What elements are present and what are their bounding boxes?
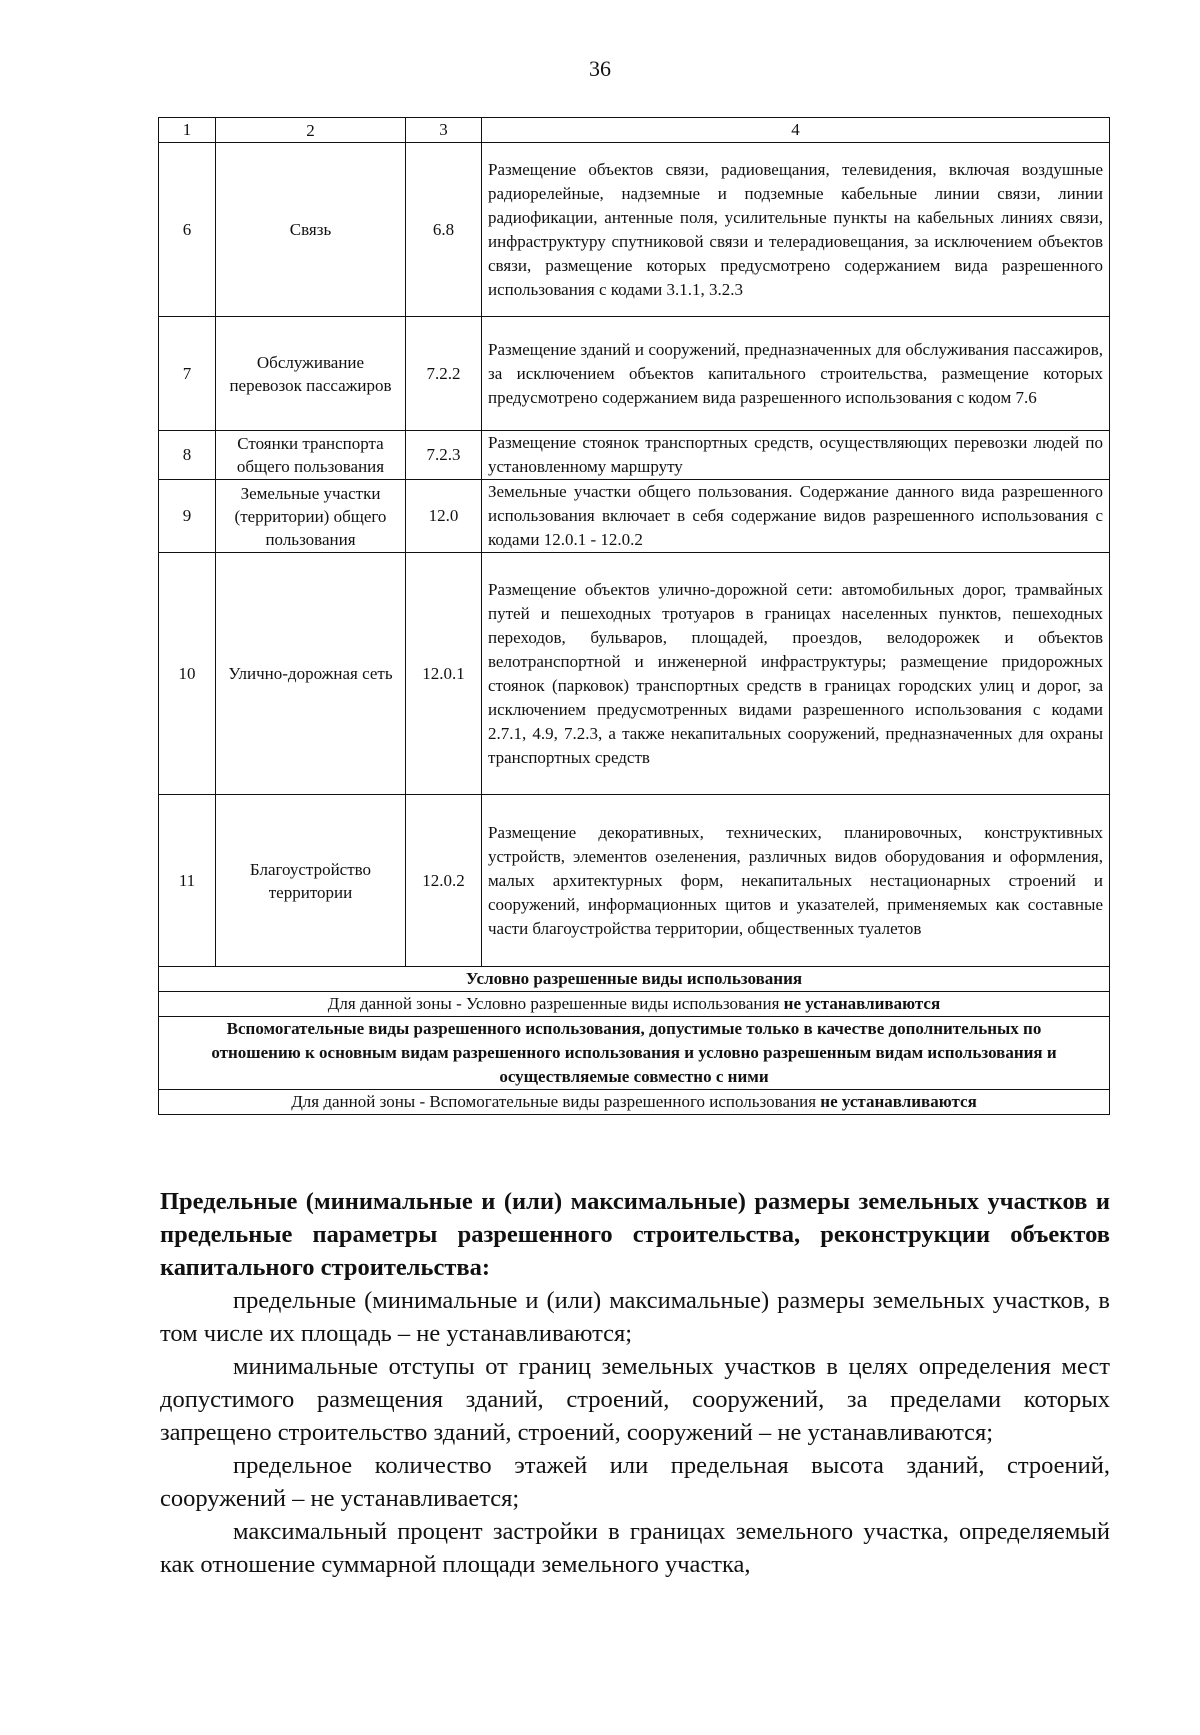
table-row	[159, 553, 1110, 795]
conditional-note-prefix: Для данной зоны - Условно разрешенные виды использования	[327, 994, 784, 1013]
use-type-code: 7.2.3	[406, 431, 482, 480]
row-number: 11	[159, 795, 216, 967]
use-type-description: Размещение стоянок транспортных средств, осуществляющих перевозки людей по установленному маршруту	[482, 431, 1110, 480]
table-row	[159, 431, 1110, 480]
conditional-uses-note	[159, 992, 1110, 1017]
use-type-code: 12.0.2	[406, 795, 482, 967]
row-number: 9	[159, 480, 216, 553]
table-row	[159, 795, 1110, 967]
auxiliary-note-prefix: Для данной зоны - Вспомогательные виды разрешенного использования	[291, 1092, 821, 1111]
row-number: 7	[159, 317, 216, 431]
use-type-code: 12.0	[406, 480, 482, 553]
header-col-1: 1	[159, 118, 216, 143]
use-type-description: Размещение объектов связи, радиовещания, телевидения, включая воздушные радиорелейные, надземные и подземные кабельные линии связи, линии радиофикации, антенные поля, усилительные пункты на кабельных линиях связи, инфраструктуру спутниковой связи и телерадиовещания, за исключением объектов связи, размещение которых предусмотрено содержанием вида разрешенного использования с кодами 3.1.1, 3.2.3	[482, 143, 1110, 317]
land-use-table	[158, 117, 1110, 1115]
paragraph: предельные (минимальные и (или) максимальные) размеры земельных участков, в том числе их площадь – не устанавливаются;	[160, 1287, 1110, 1347]
conditional-note-status: не устанавливаются	[783, 994, 941, 1013]
use-type-name: Благоустройство территории	[216, 795, 406, 967]
auxiliary-uses-title: Вспомогательные виды разрешенного использования, допустимые только в качестве дополнительных по отношению к основным видам разрешенного использования и условно разрешенным видам использования и осуществляемые совместно с ними	[159, 1017, 1110, 1090]
conditional-uses-title: Условно разрешенные виды использования	[159, 967, 1110, 992]
use-type-code: 6.8	[406, 143, 482, 317]
conditional-uses-title-row	[159, 967, 1110, 992]
use-type-code: 12.0.1	[406, 553, 482, 795]
use-type-description: Земельные участки общего пользования. Содержание данного вида разрешенного использования включает в себя содержание видов разрешенного использования с кодами 12.0.1 - 12.0.2	[482, 480, 1110, 553]
header-col-4: 4	[482, 118, 1110, 143]
auxiliary-uses-note-row	[159, 1090, 1110, 1115]
use-type-description: Размещение зданий и сооружений, предназначенных для обслуживания пассажиров, за исключением объектов капитального строительства, размещение которых предусмотрено содержанием вида разрешенного использования с кодом 7.6	[482, 317, 1110, 431]
paragraph: максимальный процент застройки в границах земельного участка, определяемый как отношение суммарной площади земельного участка,	[160, 1518, 1110, 1578]
paragraph: предельное количество этажей или предельная высота зданий, строений, сооружений – не устанавливается;	[160, 1452, 1110, 1512]
header-col-2: 2	[216, 118, 406, 143]
use-type-name: Связь	[216, 143, 406, 317]
use-type-description: Размещение объектов улично-дорожной сети: автомобильных дорог, трамвайных путей и пешеходных тротуаров в границах населенных пунктов, пешеходных переходов, бульваров, площадей, проездов, велодорожек и объектов велотранспортной и инженерной инфраструктуры; размещение придорожных стоянок (парковок) транспортных средств в границах городских улиц и дорог, за исключением предусмотренных видами разрешенного использования с кодами 2.7.1, 4.9, 7.2.3, а также некапитальных сооружений, предназначенных для охраны транспортных средств	[482, 553, 1110, 795]
paragraph: минимальные отступы от границ земельных участков в целях определения мест допустимого размещения зданий, строений, сооружений, за пределами которых запрещено строительство зданий, строений, сооружений – не устанавливаются;	[160, 1353, 1110, 1446]
use-type-name: Обслуживание перевозок пассажиров	[216, 317, 406, 431]
use-type-code: 7.2.2	[406, 317, 482, 431]
use-type-name: Стоянки транспорта общего пользования	[216, 431, 406, 480]
table-header-row	[159, 118, 1110, 143]
auxiliary-note-status: не устанавливаются	[820, 1092, 977, 1111]
use-type-description: Размещение декоративных, технических, планировочных, конструктивных устройств, элементов озеленения, различных видов оборудования и оформления, малых архитектурных форм, некапитальных нестационарных строений и сооружений, информационных щитов и указателей, применяемых как составные части благоустройства территории, общественных туалетов	[482, 795, 1110, 967]
table-row	[159, 143, 1110, 317]
use-type-name: Земельные участки (территории) общего пользования	[216, 480, 406, 553]
use-type-name: Улично-дорожная сеть	[216, 553, 406, 795]
header-col-3: 3	[406, 118, 482, 143]
table-row	[159, 480, 1110, 553]
page-number: 36	[589, 56, 611, 81]
conditional-uses-note-row	[159, 992, 1110, 1017]
auxiliary-uses-title-row	[159, 1017, 1110, 1090]
row-number: 10	[159, 553, 216, 795]
parameters-section	[160, 1185, 1110, 1581]
table-row	[159, 317, 1110, 431]
row-number: 6	[159, 143, 216, 317]
auxiliary-uses-note	[159, 1090, 1110, 1115]
section-heading: Предельные (минимальные и (или) максимальные) размеры земельных участков и предельные параметры разрешенного строительства, реконструкции объектов капитального строительства:	[160, 1188, 1110, 1281]
row-number: 8	[159, 431, 216, 480]
